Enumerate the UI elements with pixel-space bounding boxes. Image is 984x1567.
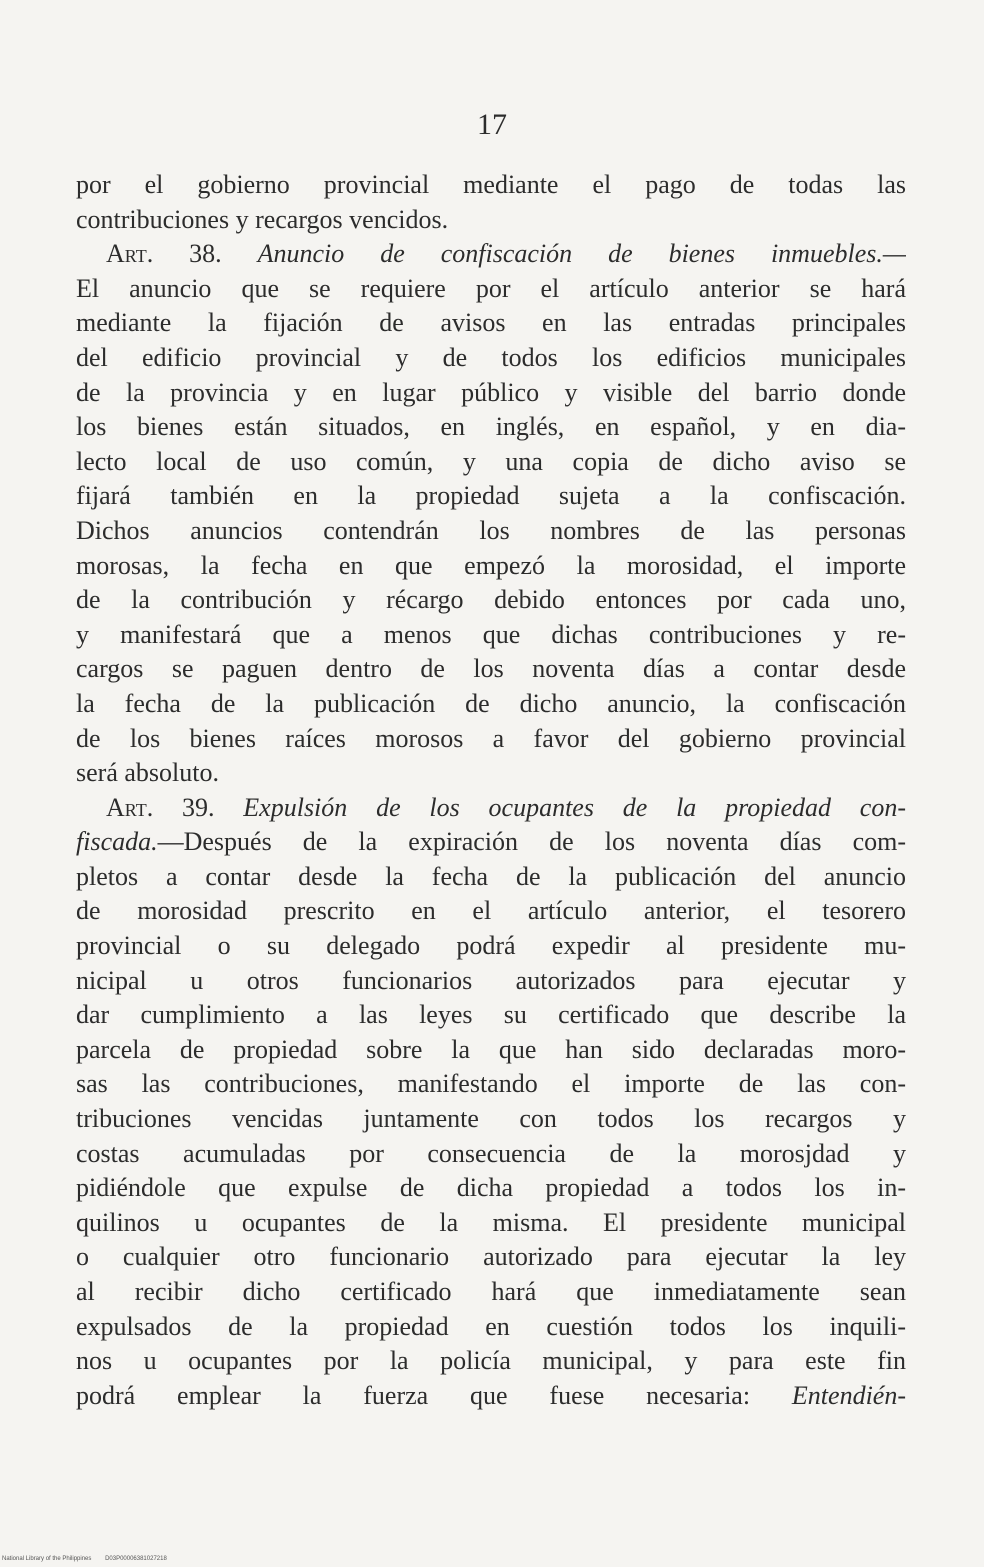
text-line: costas acumuladas por consecuencia de la morosjdad y: [76, 1138, 906, 1168]
text-line: contribuciones y recargos vencidos.: [76, 204, 449, 234]
article-title: Expulsión de los ocupantes de la propiedad con-: [243, 792, 906, 822]
article-number: Art. 39.: [106, 792, 215, 822]
text-line: por el gobierno provincial mediante el pago de todas las: [76, 170, 906, 199]
text-line: sas las contribuciones, manifestando el importe de las con-: [76, 1069, 906, 1099]
text-line: parcela de propiedad sobre la que han sido declaradas moro-: [76, 1034, 906, 1064]
article-38-heading: [76, 237, 906, 272]
text-line: pidiéndole que expulse de dicha propiedad a todos los in-: [76, 1173, 906, 1203]
body-text: [76, 168, 906, 1413]
library-credit: National Library of the Philippines: [2, 1556, 92, 1562]
text-line: mediante la fijación de avisos en las entradas principales: [76, 308, 906, 338]
text-line: morosas, la fecha en que empezó la morosidad, el importe: [76, 550, 906, 580]
article-title-end: fiscada.: [76, 827, 158, 857]
text-line: Dichos anuncios contendrán los nombres de las personas: [76, 515, 906, 545]
article-number: Art. 38.: [106, 239, 222, 269]
text-line: pletos a contar desde la fecha de la publicación del anuncio: [76, 861, 906, 891]
text-line: expulsados de la propiedad en cuestión todos los inquili-: [76, 1311, 906, 1341]
text-line: tribuciones vencidas juntamente con todos los recargos y: [76, 1104, 906, 1134]
text-line: y manifestará que a menos que dichas contribuciones y re-: [76, 619, 906, 649]
text-line: provincial o su delegado podrá expedir al presidente mu-: [76, 931, 906, 961]
text-line: la fecha de la publicación de dicho anuncio, la confiscación: [76, 688, 906, 718]
text-line: dar cumplimiento a las leyes su certificado que describe la: [76, 1000, 906, 1030]
text-line: nos u ocupantes por la policía municipal, y para este fin: [76, 1346, 906, 1376]
text-run-italic: Entendién-: [791, 1380, 906, 1410]
page-number: 17: [477, 108, 507, 141]
text-line: del edificio provincial y de todos los edificios municipales: [76, 342, 906, 372]
text-line: de morosidad prescrito en el artículo anterior, el tesorero: [76, 896, 906, 926]
text-run: —Después de la expiración de los noventa días com-: [157, 827, 906, 857]
text-line: al recibir dicho certificado hará que inmediatamente sean: [76, 1277, 906, 1306]
text-line: nicipal u otros funcionarios autorizados para ejecutar y: [76, 965, 906, 995]
text-line: de la provincia y en lugar público y visible del barrio donde: [76, 377, 906, 407]
text-line: [76, 825, 906, 860]
article-39-heading: [76, 791, 906, 826]
text-line: será absoluto.: [76, 758, 219, 788]
text-line: los bienes están situados, en inglés, en español, y en dia-: [76, 412, 906, 442]
text-line: quilinos u ocupantes de la misma. El presidente municipal: [76, 1207, 906, 1237]
text-run: podrá emplear la fuerza que fuese necesaria:: [76, 1380, 751, 1410]
text-line: cargos se paguen dentro de los noventa días a contar desde: [76, 654, 906, 684]
scan-code: D03P00006381027218: [105, 1556, 167, 1562]
text-line: El anuncio que se requiere por el artículo anterior se hará: [76, 273, 906, 303]
article-title: Anuncio de confiscación de bienes inmuebles.—: [257, 239, 906, 269]
scan-footer: [2, 1556, 167, 1562]
text-line: [76, 1379, 906, 1414]
text-line: de los bienes raíces morosos a favor del gobierno provincial: [76, 723, 906, 753]
text-line: fijará también en la propiedad sujeta a la confiscación.: [76, 481, 906, 511]
text-line: o cualquier otro funcionario autorizado para ejecutar la ley: [76, 1242, 906, 1272]
text-line: de la contribución y récargo debido entonces por cada uno,: [76, 585, 906, 615]
text-line: lecto local de uso común, y una copia de dicho aviso se: [76, 446, 906, 476]
